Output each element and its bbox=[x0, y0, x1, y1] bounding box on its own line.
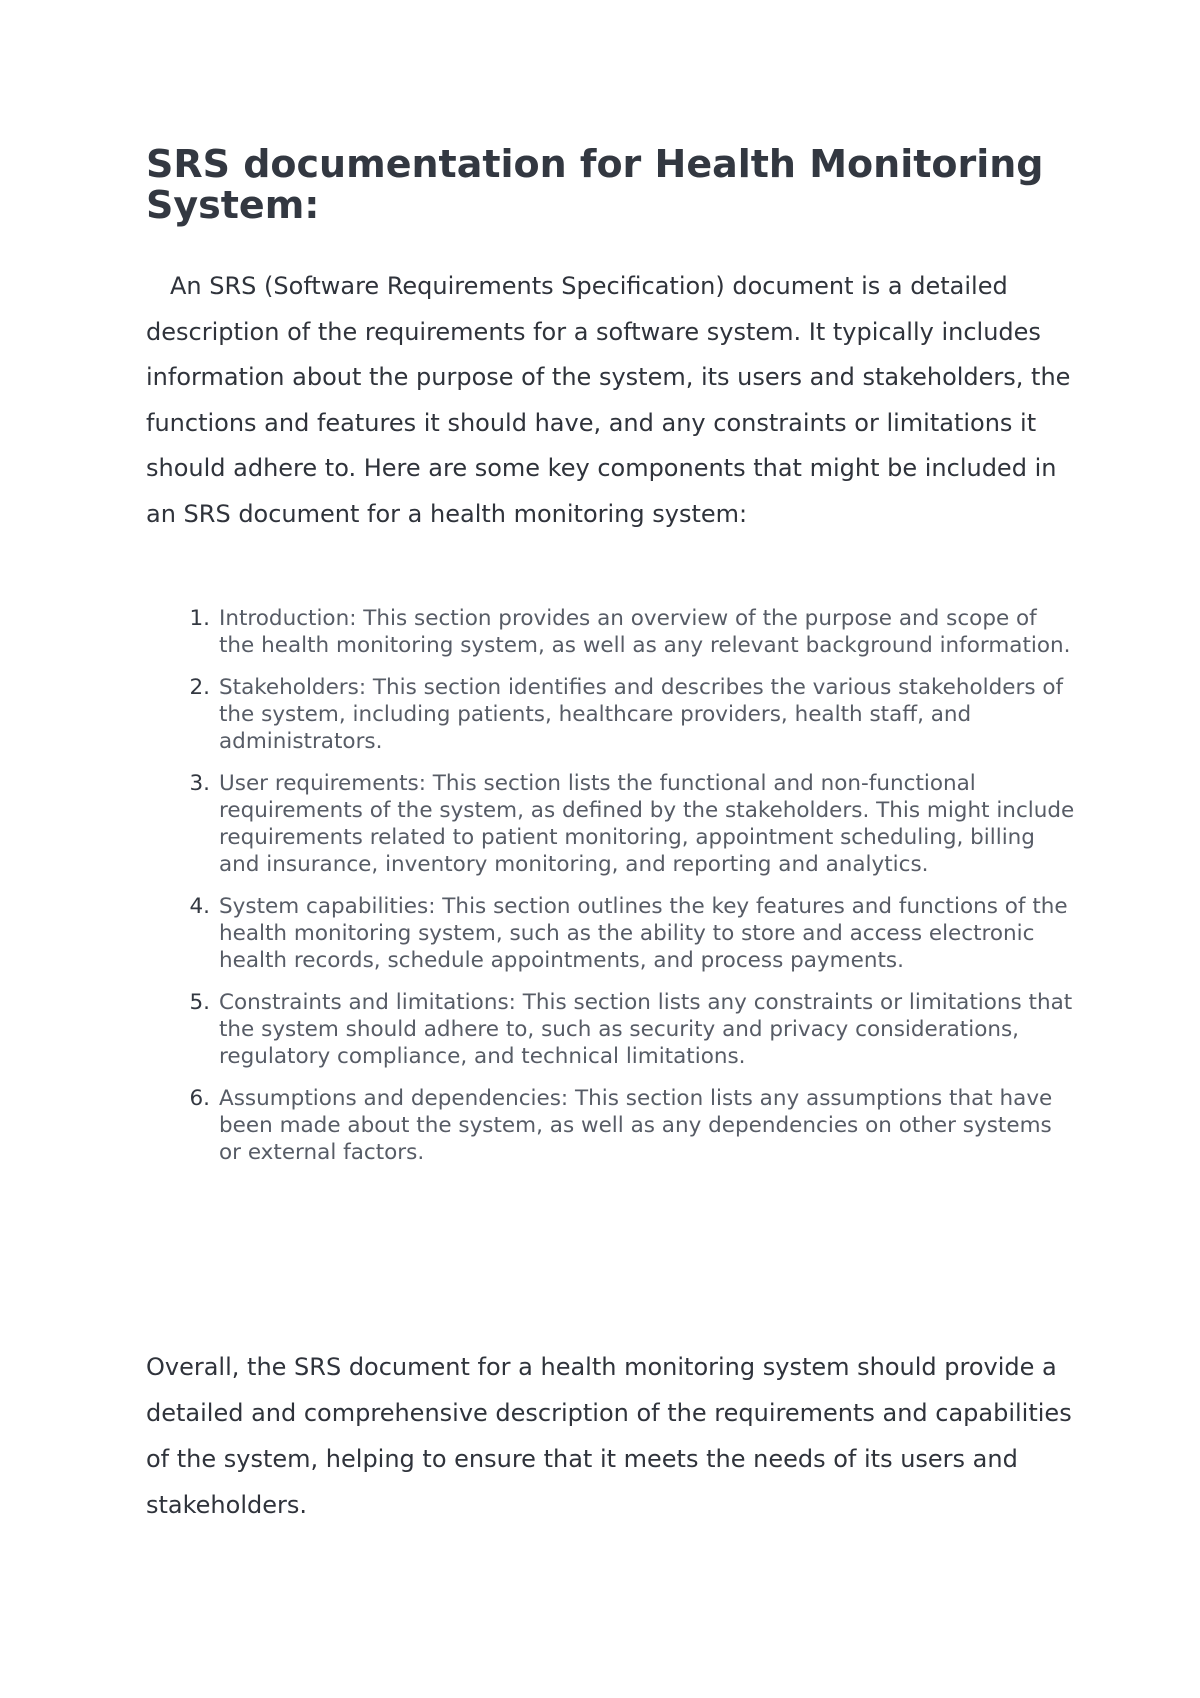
list-item bbox=[146, 1085, 1076, 1166]
list-item bbox=[146, 893, 1076, 974]
list-item bbox=[146, 989, 1076, 1070]
list-item-number: 5. bbox=[189, 990, 210, 1015]
list-item-text: User requirements: This section lists the functional and non-functional requirements of the system, as defined by the stakeholders. This might include requirements related to patient monitoring, appointment scheduling, billing and insurance, inventory monitoring, and reporting and analytics. bbox=[219, 771, 1075, 877]
list-item-text: System capabilities: This section outlines the key features and functions of the health monitoring system, such as the ability to store and access electronic health records, schedule appointments, and process payments. bbox=[219, 894, 1068, 973]
list-item-text: Introduction: This section provides an overview of the purpose and scope of the health monitoring system, as well as any relevant background information. bbox=[219, 606, 1071, 658]
list-item-text: Assumptions and dependencies: This section lists any assumptions that have been made about the system, as well as any dependencies on other systems or external factors. bbox=[219, 1086, 1053, 1165]
components-list bbox=[146, 605, 1076, 1181]
list-item bbox=[146, 674, 1076, 755]
list-item bbox=[146, 605, 1076, 659]
list-item-number: 6. bbox=[189, 1086, 210, 1111]
list-item-text: Constraints and limitations: This section lists any constraints or limitations that the system should adhere to, such as security and privacy considerations, regulatory compliance, and technical limitations. bbox=[219, 990, 1073, 1069]
list-item-number: 1. bbox=[189, 606, 210, 631]
list-item-number: 4. bbox=[189, 894, 210, 919]
summary-paragraph: Overall, the SRS document for a health monitoring system should provide a detailed and comprehensive description of the requirements and capabilities of the system, helping to ensure that it meets the needs of its users and stakeholders. bbox=[146, 1353, 1072, 1519]
list-item-number: 3. bbox=[189, 771, 210, 796]
intro-paragraph: An SRS (Software Requirements Specification) document is a detailed description of the requirements for a software system. It typically includes information about the purpose of the system, its users and stakeholders, the functions and features it should have, and any constraints or limitations it should adhere to. Here are some key components that might be included in an SRS document for a health monitoring system: bbox=[146, 272, 1071, 528]
document-title: SRS documentation for Health Monitoring System: bbox=[146, 142, 1044, 227]
list-item-text: Stakeholders: This section identifies and describes the various stakeholders of the system, including patients, healthcare providers, health staff, and administrators. bbox=[219, 675, 1064, 754]
list-item bbox=[146, 770, 1076, 878]
list-item-number: 2. bbox=[189, 675, 210, 700]
